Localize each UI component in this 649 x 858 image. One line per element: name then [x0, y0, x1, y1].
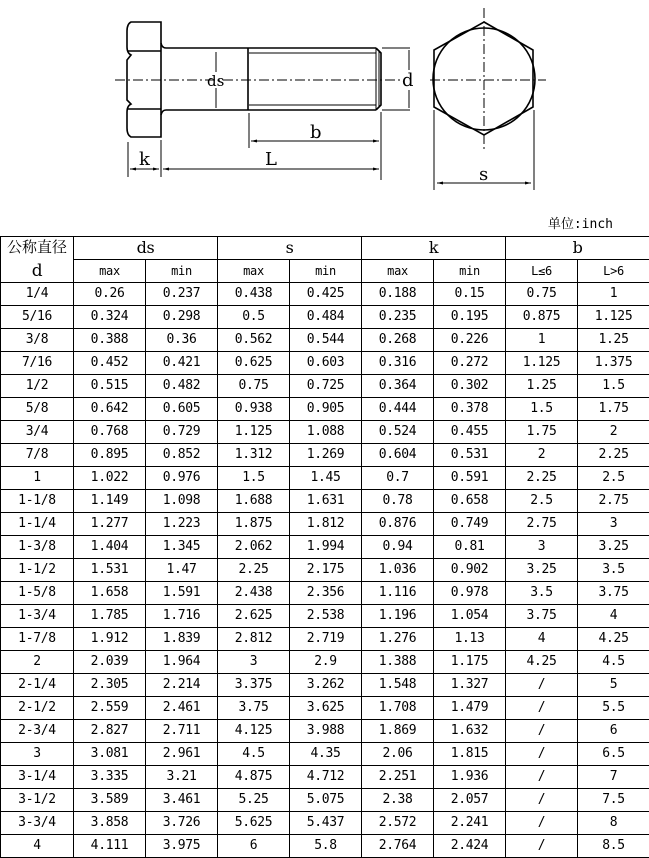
cell-s-min: 2.356 — [290, 582, 362, 605]
cell-b-short: / — [506, 835, 578, 858]
table-row — [1, 375, 649, 398]
cell-ds-max: 3.335 — [74, 766, 146, 789]
cell-d: 3-1/4 — [1, 766, 74, 789]
header-nominal-diameter-d: d — [31, 261, 43, 281]
cell-ds-max: 1.404 — [74, 536, 146, 559]
cell-k-max: 0.444 — [362, 398, 434, 421]
cell-s-min: 0.484 — [290, 306, 362, 329]
cell-d: 5/16 — [1, 306, 74, 329]
cell-d: 3-1/2 — [1, 789, 74, 812]
cell-s-max: 0.938 — [218, 398, 290, 421]
cell-ds-max: 0.26 — [74, 283, 146, 306]
cell-s-min: 3.262 — [290, 674, 362, 697]
cell-ds-max: 0.324 — [74, 306, 146, 329]
unit-label: 单位:inch — [547, 217, 613, 232]
cell-ds-max: 3.081 — [74, 743, 146, 766]
cell-b-short: 3.5 — [506, 582, 578, 605]
cell-s-min: 3.988 — [290, 720, 362, 743]
cell-ds-min: 1.098 — [146, 490, 218, 513]
table-row — [1, 582, 649, 605]
cell-b-long: 2.25 — [578, 444, 649, 467]
cell-ds-max: 1.912 — [74, 628, 146, 651]
cell-b-short: / — [506, 697, 578, 720]
bolt-dimension-table — [0, 236, 649, 858]
subheader-k-max: max — [362, 260, 434, 283]
cell-ds-min: 1.591 — [146, 582, 218, 605]
cell-b-short: 2.75 — [506, 513, 578, 536]
cell-s-min: 2.719 — [290, 628, 362, 651]
cell-b-short: 1.125 — [506, 352, 578, 375]
cell-b-long: 3.25 — [578, 536, 649, 559]
table-row — [1, 697, 649, 720]
cell-s-min: 0.544 — [290, 329, 362, 352]
cell-ds-max: 0.515 — [74, 375, 146, 398]
cell-ds-max: 1.022 — [74, 467, 146, 490]
cell-k-max: 0.94 — [362, 536, 434, 559]
cell-s-min: 2.538 — [290, 605, 362, 628]
cell-ds-max: 3.858 — [74, 812, 146, 835]
cell-s-min: 1.45 — [290, 467, 362, 490]
cell-s-min: 4.712 — [290, 766, 362, 789]
cell-s-max: 2.25 — [218, 559, 290, 582]
cell-ds-max: 4.111 — [74, 835, 146, 858]
cell-k-max: 1.708 — [362, 697, 434, 720]
cell-ds-min: 3.975 — [146, 835, 218, 858]
cell-s-max: 2.625 — [218, 605, 290, 628]
cell-ds-max: 3.589 — [74, 789, 146, 812]
cell-b-short: 1.5 — [506, 398, 578, 421]
cell-s-max: 0.5 — [218, 306, 290, 329]
cell-b-long: 1 — [578, 283, 649, 306]
cell-d: 7/16 — [1, 352, 74, 375]
label-k: k — [139, 149, 150, 170]
cell-b-long: 6.5 — [578, 743, 649, 766]
cell-s-max: 1.875 — [218, 513, 290, 536]
subheader-s-max: max — [218, 260, 290, 283]
cell-b-short: 4.25 — [506, 651, 578, 674]
cell-b-long: 8 — [578, 812, 649, 835]
cell-ds-min: 0.729 — [146, 421, 218, 444]
cell-ds-max: 0.768 — [74, 421, 146, 444]
cell-k-max: 1.196 — [362, 605, 434, 628]
cell-s-max: 3.75 — [218, 697, 290, 720]
label-ds: ds — [207, 72, 225, 90]
cell-s-min: 1.812 — [290, 513, 362, 536]
cell-s-min: 5.437 — [290, 812, 362, 835]
cell-d: 1-1/8 — [1, 490, 74, 513]
cell-d: 2-1/4 — [1, 674, 74, 697]
cell-ds-min: 1.223 — [146, 513, 218, 536]
cell-b-short: 3.75 — [506, 605, 578, 628]
table-row — [1, 674, 649, 697]
cell-b-short: 3.25 — [506, 559, 578, 582]
cell-ds-min: 3.21 — [146, 766, 218, 789]
cell-s-min: 0.603 — [290, 352, 362, 375]
cell-ds-min: 0.298 — [146, 306, 218, 329]
cell-b-short: 1.75 — [506, 421, 578, 444]
cell-b-short: 3 — [506, 536, 578, 559]
cell-b-long: 3.5 — [578, 559, 649, 582]
cell-k-max: 1.036 — [362, 559, 434, 582]
cell-k-max: 1.116 — [362, 582, 434, 605]
cell-k-max: 0.188 — [362, 283, 434, 306]
cell-b-short: / — [506, 674, 578, 697]
header-nominal-diameter — [1, 237, 74, 283]
cell-b-long: 4.5 — [578, 651, 649, 674]
label-s: s — [479, 164, 489, 185]
cell-s-max: 1.5 — [218, 467, 290, 490]
cell-k-min: 0.195 — [434, 306, 506, 329]
cell-b-long: 3 — [578, 513, 649, 536]
table-row — [1, 628, 649, 651]
cell-k-max: 2.764 — [362, 835, 434, 858]
label-d: d — [402, 70, 414, 91]
cell-k-min: 1.327 — [434, 674, 506, 697]
cell-s-min: 5.075 — [290, 789, 362, 812]
cell-d: 1/2 — [1, 375, 74, 398]
cell-ds-max: 1.149 — [74, 490, 146, 513]
cell-ds-max: 0.895 — [74, 444, 146, 467]
table-row — [1, 283, 649, 306]
subheader-ds-max: max — [74, 260, 146, 283]
cell-d: 3/8 — [1, 329, 74, 352]
cell-b-short: / — [506, 789, 578, 812]
cell-s-min: 0.725 — [290, 375, 362, 398]
table-row — [1, 513, 649, 536]
table-row — [1, 559, 649, 582]
header-row-groups — [1, 237, 649, 260]
subheader-b-long: L>6 — [578, 260, 649, 283]
cell-k-min: 0.81 — [434, 536, 506, 559]
cell-k-min: 1.479 — [434, 697, 506, 720]
cell-b-long: 2.5 — [578, 467, 649, 490]
cell-s-min: 1.631 — [290, 490, 362, 513]
cell-k-min: 0.15 — [434, 283, 506, 306]
cell-b-short: / — [506, 720, 578, 743]
cell-b-short: 0.75 — [506, 283, 578, 306]
cell-s-min: 3.625 — [290, 697, 362, 720]
subheader-b-short: L≤6 — [506, 260, 578, 283]
cell-ds-min: 0.36 — [146, 329, 218, 352]
cell-s-min: 5.8 — [290, 835, 362, 858]
cell-d: 1-3/4 — [1, 605, 74, 628]
subheader-ds-min: min — [146, 260, 218, 283]
table-row — [1, 605, 649, 628]
cell-k-min: 0.272 — [434, 352, 506, 375]
cell-k-max: 2.572 — [362, 812, 434, 835]
hex-bolt-drawing — [0, 0, 649, 200]
table-row — [1, 766, 649, 789]
cell-b-short: 1 — [506, 329, 578, 352]
cell-s-max: 4.5 — [218, 743, 290, 766]
cell-k-min: 1.815 — [434, 743, 506, 766]
cell-ds-max: 0.452 — [74, 352, 146, 375]
cell-ds-max: 0.388 — [74, 329, 146, 352]
cell-ds-min: 1.964 — [146, 651, 218, 674]
cell-s-max: 5.625 — [218, 812, 290, 835]
table-row — [1, 467, 649, 490]
cell-k-min: 1.13 — [434, 628, 506, 651]
cell-s-max: 2.438 — [218, 582, 290, 605]
cell-b-long: 3.75 — [578, 582, 649, 605]
label-L: L — [265, 149, 277, 170]
cell-ds-min: 0.605 — [146, 398, 218, 421]
cell-k-max: 0.876 — [362, 513, 434, 536]
cell-b-long: 1.25 — [578, 329, 649, 352]
cell-d: 1-7/8 — [1, 628, 74, 651]
cell-b-short: 2.5 — [506, 490, 578, 513]
cell-b-long: 2 — [578, 421, 649, 444]
cell-s-min: 2.9 — [290, 651, 362, 674]
cell-b-long: 1.5 — [578, 375, 649, 398]
cell-b-long: 7 — [578, 766, 649, 789]
cell-d: 3/4 — [1, 421, 74, 444]
table-row — [1, 329, 649, 352]
cell-k-min: 0.455 — [434, 421, 506, 444]
label-b: b — [310, 122, 322, 143]
cell-k-max: 0.604 — [362, 444, 434, 467]
cell-k-min: 0.902 — [434, 559, 506, 582]
cell-b-short: / — [506, 766, 578, 789]
cell-b-long: 2.75 — [578, 490, 649, 513]
cell-b-long: 1.375 — [578, 352, 649, 375]
cell-s-max: 6 — [218, 835, 290, 858]
header-nominal-diameter-cn: 公称直径 — [6, 238, 67, 256]
cell-b-long: 4 — [578, 605, 649, 628]
cell-k-min: 0.531 — [434, 444, 506, 467]
cell-s-max: 0.625 — [218, 352, 290, 375]
cell-k-max: 2.251 — [362, 766, 434, 789]
cell-ds-min: 1.839 — [146, 628, 218, 651]
header-group-ds: ds — [74, 237, 218, 260]
cell-ds-min: 3.461 — [146, 789, 218, 812]
cell-s-max: 1.125 — [218, 421, 290, 444]
cell-ds-max: 2.039 — [74, 651, 146, 674]
cell-k-max: 0.235 — [362, 306, 434, 329]
subheader-k-min: min — [434, 260, 506, 283]
cell-k-min: 2.057 — [434, 789, 506, 812]
table-row — [1, 720, 649, 743]
cell-k-max: 1.548 — [362, 674, 434, 697]
cell-k-max: 0.524 — [362, 421, 434, 444]
cell-k-min: 0.978 — [434, 582, 506, 605]
cell-k-max: 2.38 — [362, 789, 434, 812]
cell-k-min: 1.175 — [434, 651, 506, 674]
cell-s-max: 0.75 — [218, 375, 290, 398]
cell-k-min: 0.749 — [434, 513, 506, 536]
cell-k-min: 0.226 — [434, 329, 506, 352]
cell-b-short: 2 — [506, 444, 578, 467]
table-row — [1, 743, 649, 766]
cell-k-max: 1.388 — [362, 651, 434, 674]
cell-b-short: 2.25 — [506, 467, 578, 490]
cell-k-min: 2.241 — [434, 812, 506, 835]
cell-s-min: 1.088 — [290, 421, 362, 444]
cell-d: 1 — [1, 467, 74, 490]
cell-ds-max: 0.642 — [74, 398, 146, 421]
cell-ds-max: 1.658 — [74, 582, 146, 605]
cell-d: 2 — [1, 651, 74, 674]
cell-b-long: 4.25 — [578, 628, 649, 651]
cell-k-min: 0.378 — [434, 398, 506, 421]
cell-ds-min: 1.716 — [146, 605, 218, 628]
cell-s-max: 1.688 — [218, 490, 290, 513]
cell-s-min: 2.175 — [290, 559, 362, 582]
cell-k-min: 0.658 — [434, 490, 506, 513]
header-group-b: b — [506, 237, 649, 260]
cell-s-min: 0.905 — [290, 398, 362, 421]
cell-k-max: 0.78 — [362, 490, 434, 513]
cell-k-max: 0.268 — [362, 329, 434, 352]
cell-k-max: 0.364 — [362, 375, 434, 398]
header-group-k: k — [362, 237, 506, 260]
table-row — [1, 421, 649, 444]
cell-d: 5/8 — [1, 398, 74, 421]
cell-b-short: / — [506, 743, 578, 766]
cell-d: 4 — [1, 835, 74, 858]
cell-k-min: 1.632 — [434, 720, 506, 743]
subheader-s-min: min — [290, 260, 362, 283]
cell-k-max: 0.7 — [362, 467, 434, 490]
table-row — [1, 444, 649, 467]
table-row — [1, 490, 649, 513]
table-row — [1, 812, 649, 835]
cell-ds-min: 1.47 — [146, 559, 218, 582]
cell-ds-min: 2.461 — [146, 697, 218, 720]
cell-d: 2-3/4 — [1, 720, 74, 743]
cell-k-min: 1.936 — [434, 766, 506, 789]
cell-d: 1-1/2 — [1, 559, 74, 582]
cell-d: 1-3/8 — [1, 536, 74, 559]
cell-b-long: 5.5 — [578, 697, 649, 720]
cell-ds-min: 0.482 — [146, 375, 218, 398]
cell-k-max: 0.316 — [362, 352, 434, 375]
cell-k-min: 1.054 — [434, 605, 506, 628]
cell-d: 1-5/8 — [1, 582, 74, 605]
table-row — [1, 306, 649, 329]
cell-s-max: 5.25 — [218, 789, 290, 812]
header-row-sub — [1, 260, 649, 283]
cell-s-max: 3.375 — [218, 674, 290, 697]
cell-ds-min: 0.976 — [146, 467, 218, 490]
cell-b-short: 0.875 — [506, 306, 578, 329]
cell-ds-min: 0.237 — [146, 283, 218, 306]
cell-s-max: 3 — [218, 651, 290, 674]
cell-b-short: / — [506, 812, 578, 835]
cell-s-min: 0.425 — [290, 283, 362, 306]
table-row — [1, 789, 649, 812]
table-row — [1, 536, 649, 559]
table-row — [1, 835, 649, 858]
cell-k-min: 0.591 — [434, 467, 506, 490]
cell-s-max: 0.562 — [218, 329, 290, 352]
cell-s-max: 4.125 — [218, 720, 290, 743]
cell-ds-min: 1.345 — [146, 536, 218, 559]
cell-k-min: 0.302 — [434, 375, 506, 398]
cell-s-max: 4.875 — [218, 766, 290, 789]
cell-k-min: 2.424 — [434, 835, 506, 858]
cell-s-min: 1.269 — [290, 444, 362, 467]
cell-d: 3-3/4 — [1, 812, 74, 835]
table-row — [1, 352, 649, 375]
cell-b-long: 6 — [578, 720, 649, 743]
cell-ds-min: 2.711 — [146, 720, 218, 743]
cell-ds-max: 2.827 — [74, 720, 146, 743]
cell-d: 1/4 — [1, 283, 74, 306]
cell-s-max: 1.312 — [218, 444, 290, 467]
table-row — [1, 398, 649, 421]
cell-b-long: 1.125 — [578, 306, 649, 329]
cell-d: 1-1/4 — [1, 513, 74, 536]
cell-ds-max: 1.531 — [74, 559, 146, 582]
header-group-s: s — [218, 237, 362, 260]
cell-ds-min: 0.852 — [146, 444, 218, 467]
cell-ds-max: 1.785 — [74, 605, 146, 628]
cell-k-max: 2.06 — [362, 743, 434, 766]
cell-d: 2-1/2 — [1, 697, 74, 720]
table-row — [1, 651, 649, 674]
cell-ds-max: 2.559 — [74, 697, 146, 720]
cell-ds-min: 3.726 — [146, 812, 218, 835]
cell-s-max: 2.812 — [218, 628, 290, 651]
cell-k-max: 1.869 — [362, 720, 434, 743]
cell-b-long: 5 — [578, 674, 649, 697]
cell-k-max: 1.276 — [362, 628, 434, 651]
cell-b-long: 7.5 — [578, 789, 649, 812]
cell-b-long: 8.5 — [578, 835, 649, 858]
cell-d: 3 — [1, 743, 74, 766]
cell-s-min: 1.994 — [290, 536, 362, 559]
cell-b-short: 4 — [506, 628, 578, 651]
cell-s-max: 0.438 — [218, 283, 290, 306]
cell-ds-min: 2.961 — [146, 743, 218, 766]
cell-s-min: 4.35 — [290, 743, 362, 766]
cell-b-long: 1.75 — [578, 398, 649, 421]
cell-b-short: 1.25 — [506, 375, 578, 398]
cell-ds-min: 0.421 — [146, 352, 218, 375]
cell-ds-max: 1.277 — [74, 513, 146, 536]
cell-d: 7/8 — [1, 444, 74, 467]
cell-s-max: 2.062 — [218, 536, 290, 559]
cell-ds-min: 2.214 — [146, 674, 218, 697]
cell-ds-max: 2.305 — [74, 674, 146, 697]
